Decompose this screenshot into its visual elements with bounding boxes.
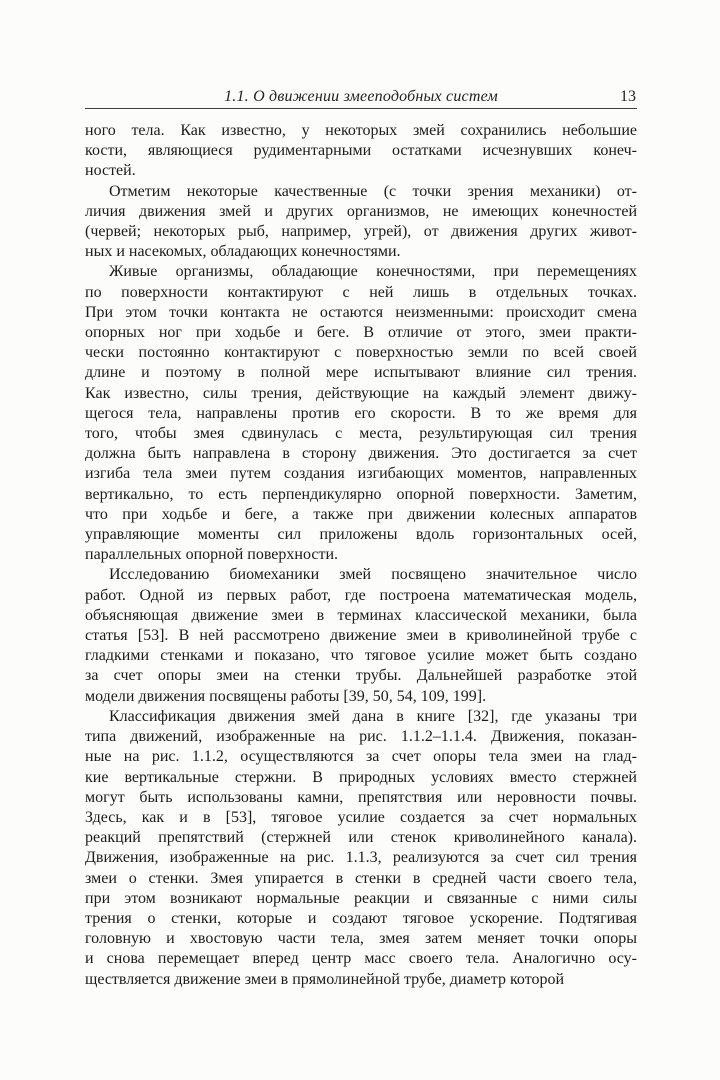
text-line: по поверхности контактируют с ней лишь в отдельных точках. [85, 283, 637, 301]
text-line: при этом возникают нормальные реакции и связанные с ними силы [85, 889, 637, 907]
text-line: изгиба тела змеи путем создания изгибающих моментов, направленных [85, 465, 637, 483]
text-line: ностей. [85, 162, 136, 180]
text-line: ные на рис. 1.1.2, осуществляются за счет опоры тела змеи на глад- [85, 748, 637, 766]
text-line: личия движения змей и других организмов, не имеющих конечностей [85, 202, 637, 220]
text-line: модели движения посвящены работы [39, 50, 54, 109, 199]. [85, 687, 487, 705]
text-line: (червей; некоторых рыб, например, угрей), от движения других живот- [85, 223, 637, 241]
text-line: параллельных опорной поверхности. [85, 546, 338, 564]
text-line: что при ходьбе и беге, а также при движении колесных аппаратов [85, 505, 637, 523]
text-line: змеи о стенки. Змея упирается в стенки в средней части своего тела, [85, 869, 637, 887]
text-line: трения о стенки, которые и создают тяговое ускорение. Подтягивая [85, 909, 637, 927]
running-title: 1.1. О движении змееподобных систем [224, 88, 498, 105]
paragraph [85, 262, 637, 565]
text-line: объясняющая движение змеи в терминах классической механики, была [85, 606, 637, 624]
text-line: вертикально, то есть перпендикулярно опорной поверхности. Заметим, [85, 485, 637, 503]
paragraph [85, 182, 637, 263]
text-line: статья [53]. В ней рассмотрено движение змеи в криволинейной трубе с [85, 627, 637, 645]
text-line: должна быть направлена в сторону движения. Это достигается за счет [85, 445, 637, 463]
text-line: чески постоянно контактируют с поверхностью земли по всей своей [85, 344, 637, 362]
text-line: опорных ног при ходьбе и беге. В отличие от этого, змеи практи- [85, 324, 637, 342]
text-line: Классификация движения змей дана в книге [32], где указаны три [109, 707, 637, 725]
page-body [85, 121, 637, 990]
text-line: головную и хвостовую части тела, змея затем меняет точки опоры [85, 930, 637, 948]
page-number: 13 [620, 88, 636, 105]
text-line: и снова перемещает вперед центр масс своего тела. Аналогично осу- [85, 950, 637, 968]
text-line: гладкими стенками и показано, что тяговое усилие может быть создано [85, 647, 637, 665]
text-line: кие вертикальные стержни. В природных условиях вместо стержней [85, 768, 637, 786]
text-line: за счет опоры змеи на стенки трубы. Дальнейшей разработке этой [85, 667, 637, 685]
text-line: реакций препятствий (стержней или стенок криволинейного канала). [85, 829, 637, 847]
text-line: того, чтобы змея сдвинулась с места, результирующая сил трения [85, 425, 637, 443]
text-line: Отметим некоторые качественные (с точки зрения механики) от- [109, 182, 637, 200]
text-column [85, 0, 637, 990]
text-line: ного тела. Как известно, у некоторых змей сохранились небольшие [85, 122, 637, 139]
text-line: Как известно, силы трения, действующие на каждый элемент движу- [85, 384, 637, 402]
text-line: типа движений, изображенные на рис. 1.1.2–1.1.4. Движения, показан- [85, 728, 637, 746]
paragraph [85, 707, 637, 990]
text-line: ществляется движение змеи в прямолинейной трубе, диаметр которой [85, 970, 565, 988]
paragraph [85, 121, 637, 182]
header-rule [85, 108, 637, 109]
text-line: управляющие моменты сил приложены вдоль горизонтальных осей, [85, 526, 637, 544]
text-line: ных и насекомых, обладающих конечностями. [85, 243, 401, 261]
text-line: Исследованию биомеханики змей посвящено значительное число [109, 566, 637, 584]
text-line: При этом точки контакта не остаются неизменными: происходит смена [85, 303, 637, 321]
text-line: щегося тела, направлены против его скорости. В то же время для [85, 404, 637, 422]
text-line: кости, являющиеся рудиментарными остатками исчезнувших конеч- [85, 142, 637, 160]
page-header [85, 87, 637, 106]
text-line: Живые организмы, обладающие конечностями, при перемещениях [109, 263, 637, 281]
text-line: работ. Одной из первых работ, где построена математическая модель, [85, 586, 637, 604]
paragraph [85, 565, 637, 706]
text-line: длине и поэтому в полной мере испытывают влияние сил трения. [85, 364, 637, 382]
text-line: Здесь, как и в [53], тяговое усилие создается за счет нормальных [85, 808, 637, 826]
text-line: Движения, изображенные на рис. 1.1.3, реализуются за счет сил трения [85, 849, 637, 867]
text-line: могут быть использованы камни, препятствия или неровности почвы. [85, 788, 637, 806]
